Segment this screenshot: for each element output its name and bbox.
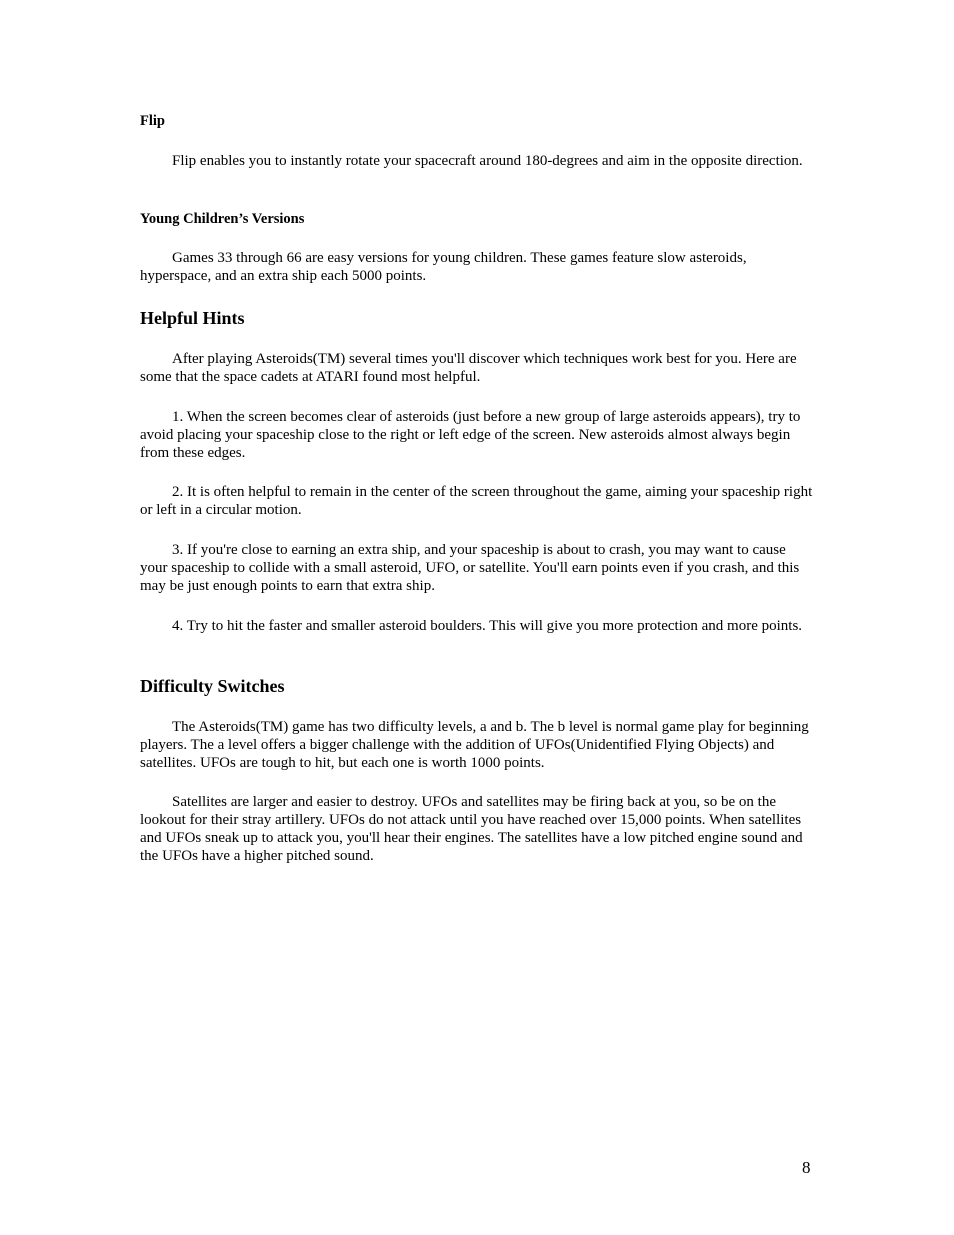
flip-heading: Flip: [140, 113, 165, 129]
difficulty-switches-heading: Difficulty Switches: [140, 676, 285, 696]
difficulty-paragraph-1: The Asteroids(TM) game has two difficulty levels, a and b. The b level is normal game play for beginning players. The a level offers a bigger challenge with the addition of UFOs(Unidentified Flying Objects) and satellites. UFOs are tough to hit, but each one is worth 1000 points.: [140, 719, 809, 771]
helpful-hints-heading: Helpful Hints: [140, 308, 245, 328]
hints-intro-paragraph: After playing Asteroids(TM) several times you'll discover which techniques work best for you. Here are some that the space cadets at ATARI found most helpful.: [140, 351, 797, 385]
hint-4-paragraph: 4. Try to hit the faster and smaller asteroid boulders. This will give you more protection and more points.: [172, 618, 803, 634]
page-number: 8: [802, 1158, 811, 1177]
young-children-paragraph: Games 33 through 66 are easy versions for young children. These games feature slow asteroids, hyperspace, and an extra ship each 5000 points.: [140, 250, 747, 284]
hint-3-paragraph: 3. If you're close to earning an extra ship, and your spaceship is about to crash, you may want to cause your spaceship to collide with a small asteroid, UFO, or satellite. You'll earn points even if you crash, and this may be just enough points to earn that extra ship.: [140, 542, 800, 594]
young-children-heading: Young Children’s Versions: [140, 211, 305, 227]
flip-paragraph: Flip enables you to instantly rotate your spacecraft around 180-degrees and aim in the opposite direction.: [172, 153, 803, 169]
difficulty-paragraph-2: Satellites are larger and easier to destroy. UFOs and satellites may be firing back at you, so be on the lookout for their stray artillery. UFOs do not attack until you have reached over 15,000 points. When satellites and UFOs sneak up to attack you, you'll hear their engines. The satellites have a low pitched engine sound and the UFOs have a higher pitched sound.: [140, 794, 803, 864]
hint-1-paragraph: 1. When the screen becomes clear of asteroids (just before a new group of large asteroids appears), try to avoid placing your spaceship close to the right or left edge of the screen. New asteroids almost always begin from these edges.: [140, 409, 801, 461]
hint-2-paragraph: 2. It is often helpful to remain in the center of the screen throughout the game, aiming your spaceship right or left in a circular motion.: [140, 484, 813, 518]
